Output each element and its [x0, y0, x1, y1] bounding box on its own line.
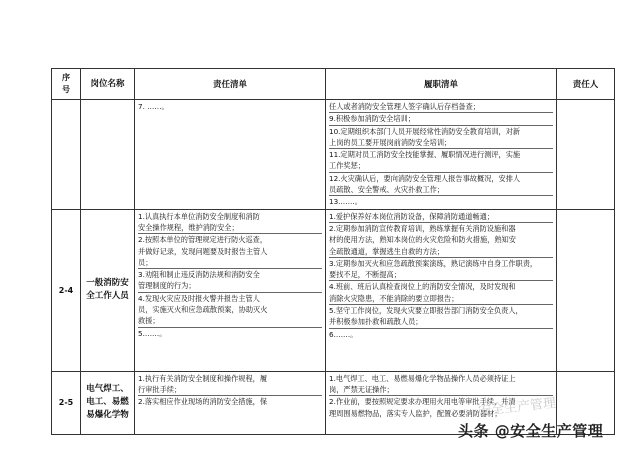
cell-line: 1.执行有关消防安全制度和操作规程，履 [138, 373, 268, 383]
cell-line: 9.积极参加消防安全培训； [329, 112, 553, 124]
row-signer [557, 209, 615, 371]
cell-line: 工作奖惩； [329, 161, 365, 171]
row-duty [326, 100, 557, 210]
cell-line: 5.……。 [138, 327, 322, 339]
cell-line: 并做好记录，发现问题要及时报告主管人 [138, 246, 268, 256]
cell-line: 并积极参加扑救和疏散人员； [329, 317, 423, 327]
table-row [52, 209, 615, 371]
cell-line: 员； [138, 257, 153, 267]
cell-line: 2.作业前，要按照规定要求办理用火用电等审批手续，并清 [329, 395, 553, 407]
cell-line: 1.电气焊工、电工、易燃易爆化学物品操作人员必须持证上 [329, 373, 516, 383]
cell-line: 要找不足，不断提高； [329, 270, 401, 280]
cell-line: 材的使用方法，熟知本岗位的火灾危险和防火措施，熟知安 [329, 235, 516, 245]
row-post: 一般消防安 全工作人员 [81, 209, 135, 371]
table-row [52, 100, 615, 210]
cell-line: 消除火灾隐患，不能消除的要立即报告； [329, 293, 459, 303]
cell-line: 13.……。 [329, 195, 553, 207]
header-post: 岗位名称 [81, 69, 135, 100]
cell-line: 11.定期对员工消防安全技能掌握、履职情况进行测评，实施 [329, 148, 553, 160]
cell-line: 管理制度的行为； [138, 281, 196, 291]
row-responsibility [135, 371, 326, 434]
cell-line: 2.定期参加消防宣传教育培训，熟练掌握有关消防设施和器 [329, 222, 553, 234]
header-duty: 履职清单 [326, 69, 557, 100]
cell-line: 上岗的员工要开展岗前消防安全培训； [329, 137, 452, 147]
cell-line: 12.火灾确认后，要向消防安全管理人报告事故概况，安排人 [329, 172, 553, 184]
source-credit: 头条 @安全生产管理 [458, 422, 604, 440]
cell-line: 全疏散通道，掌握逃生自救的方法； [329, 246, 445, 256]
row-post: 电气焊工、 电工、易燃 易爆化学物 [81, 371, 135, 434]
row-duty [326, 209, 557, 371]
cell-line: 任人或者消防安全管理人签字确认后存档备查； [329, 102, 480, 111]
row-responsibility [135, 209, 326, 371]
cell-line: 行审批手续； [138, 384, 182, 394]
cell-line: 3.定期参加灭火和应急疏散预案演练，熟记演练中自身工作职责， [329, 257, 553, 269]
cell-line: 1.认真执行本单位消防安全制度和消防 [138, 211, 260, 221]
header-no: 序 号 [52, 69, 81, 100]
cell-line: 岗，严禁无证操作； [329, 384, 394, 394]
cell-line: 10.定期组织本部门人员开展经常性消防安全教育培训，对新 [329, 125, 553, 137]
row-signer [557, 100, 615, 210]
cell-line: 员，实施灭火和应急疏散预案，协助灭火 [138, 305, 268, 315]
cell-line: 6.……。 [329, 328, 553, 340]
watermark: 安全生产管理 [477, 395, 557, 420]
responsibility-table [51, 68, 615, 435]
cell-line: 2.落实相应作业现场的消防安全措施，保 [138, 395, 322, 407]
cell-line: 员疏散、安全警戒、火灾扑救工作； [329, 185, 445, 195]
cell-line: 1.爱护保养好本岗位消防设备，保障消防通道畅通； [329, 211, 494, 221]
cell-line: 理周围易燃物品，落实专人监护，配置必要消防器材； [329, 408, 502, 418]
row-responsibility [135, 100, 326, 210]
cell-line: 安全操作规程，维护消防安全； [138, 222, 239, 232]
cell-line: 3.劝阻和制止违反消防法规和消防安全 [138, 268, 322, 280]
cell-line: 5.坚守工作岗位，发现火灾要立即报告部门消防安全负责人， [329, 304, 553, 316]
row-no: 2-5 [52, 371, 81, 434]
cell-line: 救援； [138, 316, 160, 326]
cell-line: 7. ……。 [138, 102, 169, 111]
row-no [52, 100, 81, 210]
cell-line: 4.发现火灾应及时报火警并报告主管人 [138, 292, 322, 304]
cell-line: 4.班前、班后认真检查岗位上的消防安全情况，及时发现和 [329, 280, 553, 292]
table-header-row [52, 69, 615, 100]
row-no: 2-4 [52, 209, 81, 371]
cell-line: 2.按照本单位的管理规定进行防火巡查， [138, 233, 322, 245]
header-responsibility: 责任清单 [135, 69, 326, 100]
header-signer: 责任人 [557, 69, 615, 100]
row-post [81, 100, 135, 210]
